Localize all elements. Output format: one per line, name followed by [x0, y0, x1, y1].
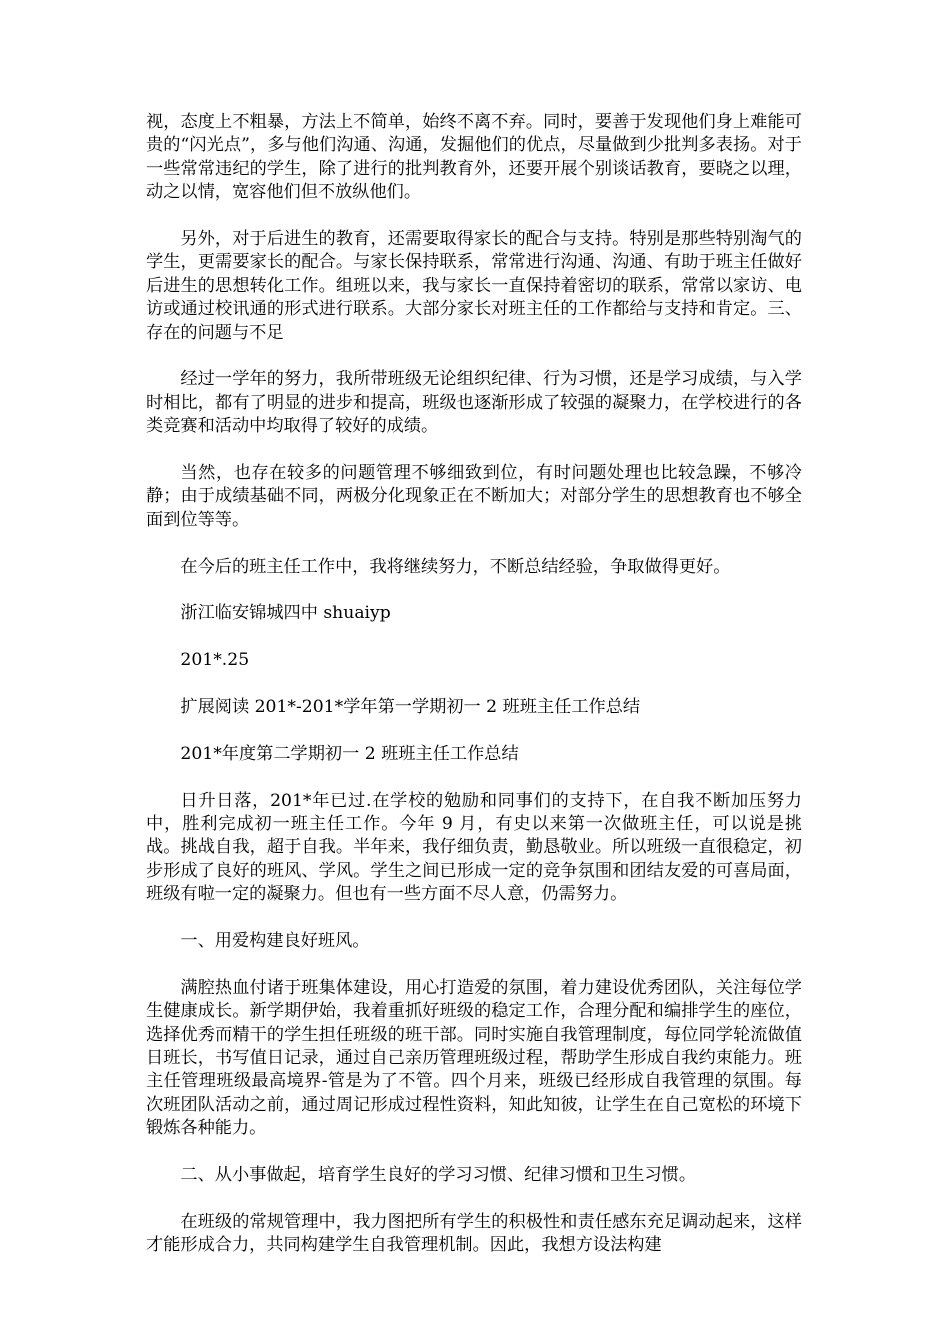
- heading-2: 二、从小事做起，培育学生良好的学习习惯、纪律习惯和卫生习惯。: [180, 1165, 697, 1186]
- paragraph-4: 当然，也存在较多的问题管理不够细致到位，有时问题处理也比较急躁，不够冷静；由于成绩基础不同，两极分化现象正在不断加大；对部分学生的思想教育也不够全面到位等等。: [146, 463, 802, 530]
- paragraph-14: 在班级的常规管理中，我力图把所有学生的积极性和责任感东充足调动起来，这样才能形成合力，共同构建学生自我管理机制。因此，我想方设法构建: [146, 1211, 802, 1256]
- paragraph-3: 经过一学年的努力，我所带班级无论组织纪律、行为习惯，还是学习成绩，与入学时相比，都有了明显的进步和提高，班级也逐渐形成了较强的凝聚力，在学校进行的各类竞赛和活动中均取得了较好的成绩。: [146, 369, 802, 437]
- paragraph-2: 另外，对于后进生的教育，还需要取得家长的配合与支持。特别是那些特别淘气的学生，更需要家长的配合。与家长保持联系，常常进行沟通、沟通、有助于班主任做好后进生的思想转化工作。组班以来，我与家长一直保持着密切的联系，常常以家访、电访或通过校讯通的形式进行联系。大部分家长对班主任的工作都给与支持和肯定。三、存在的问题与不足: [146, 229, 802, 343]
- paragraph-12: 满腔热血付诸于班集体建设，用心打造爱的氛围，着力建设优秀团队，关注每位学生健康成长。新学期伊始，我着重抓好班级的稳定工作，合理分配和编排学生的座位，选择优秀而精干的学生担任班级的班干部。同时实施自我管理制度，每位同学轮流做值日班长，书写值日记录，通过自己亲历管理班级过程，帮助学生形成自我约束能力。班主任管理班级最高境界-管是为了不管。四个月来，班级已经形成自我管理的氛围。每次班团队活动之前，通过周记形成过程性资料，知此知彼，让学生在自己宽松的环境下锻炼各种能力。: [146, 977, 802, 1139]
- extended-reading-title: 扩展阅读 201*-201*学年第一学期初一 2 班班主任工作总结: [180, 697, 641, 718]
- paragraph-1: 视，态度上不粗暴，方法上不简单，始终不离不弃。同时，要善于发现他们身上难能可贵的“闪光点”，多与他们沟通、沟通，发掘他们的优点，尽量做到少批判多表扬。对于一些常常违纪的学生，除了进行的批判教育外，还要开展个别谈话教育，要晓之以理，动之以情，宽容他们但不放纵他们。: [146, 112, 802, 203]
- paragraph-10: 日升日落，201*年已过.在学校的勉励和同事们的支持下，在自我不断加压努力中，胜利完成初一班主任工作。今年 9 月，有史以来第一次做班主任，可以说是挑战。挑战自我，超于自我。半年来，我仔细负责，勤恳敬业。所以班级一直很稳定，初步形成了良好的班风、学风。学生之间已形成一定的竞争氛围和团结友爱的可喜局面，班级有啦一定的凝聚力。但也有一些方面不尽人意，仍需努力。: [146, 790, 802, 905]
- section-title: 201*年度第二学期初一 2 班班主任工作总结: [180, 743, 519, 764]
- author-line: 浙江临安锦城四中 shuaiyp: [180, 603, 391, 624]
- heading-1: 一、用爱构建良好班风。: [180, 931, 370, 952]
- paragraph-5: 在今后的班主任工作中，我将继续努力，不断总结经验，争取做得更好。: [180, 556, 731, 577]
- date-line: 201*.25: [180, 650, 250, 671]
- document-page: [146, 111, 802, 1281]
